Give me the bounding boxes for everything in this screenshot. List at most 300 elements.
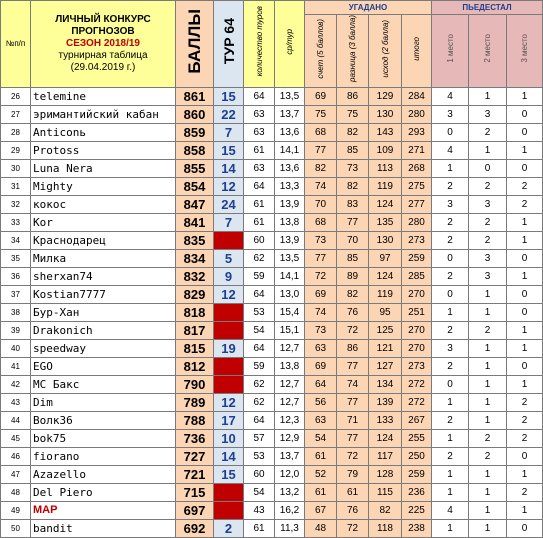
rank-cell: 37 <box>1 285 31 303</box>
round-points-cell: 5 <box>214 249 244 267</box>
average-cell: 15,1 <box>275 321 305 339</box>
rank-cell: 46 <box>1 447 31 465</box>
player-name: Kostian7777 <box>31 285 176 303</box>
goal-diff-cell: 76 <box>337 303 369 321</box>
total-guessed-cell: 268 <box>402 159 432 177</box>
header-score: счет (5 баллов) <box>305 15 337 88</box>
average-cell: 12,0 <box>275 465 305 483</box>
rounds-count-cell: 59 <box>244 357 275 375</box>
goal-diff-cell: 73 <box>337 159 369 177</box>
place1-cell: 1 <box>432 159 469 177</box>
place1-cell: 3 <box>432 339 469 357</box>
total-guessed-cell: 259 <box>402 249 432 267</box>
place1-cell: 3 <box>432 105 469 123</box>
points-cell: 721 <box>176 465 214 483</box>
exact-score-cell: 61 <box>305 483 337 501</box>
rounds-count-cell: 54 <box>244 483 275 501</box>
total-guessed-cell: 270 <box>402 321 432 339</box>
table-row <box>1 321 543 339</box>
place2-cell: 1 <box>469 393 507 411</box>
header-diff: разница (3 балла) <box>337 15 369 88</box>
average-cell: 13,8 <box>275 213 305 231</box>
round-points-cell: 14 <box>214 447 244 465</box>
average-cell: 13,8 <box>275 357 305 375</box>
total-guessed-cell: 272 <box>402 375 432 393</box>
place2-cell: 0 <box>469 159 507 177</box>
page-title <box>31 1 176 88</box>
round-points-cell: 15 <box>214 465 244 483</box>
exact-score-cell: 54 <box>305 429 337 447</box>
player-name: telemine <box>31 87 176 105</box>
points-cell: 854 <box>176 177 214 195</box>
player-name: Dim <box>31 393 176 411</box>
rank-cell: 28 <box>1 123 31 141</box>
place3-cell: 1 <box>507 339 543 357</box>
place1-cell: 0 <box>432 285 469 303</box>
points-cell: 727 <box>176 447 214 465</box>
place3-cell: 0 <box>507 159 543 177</box>
place1-cell: 2 <box>432 213 469 231</box>
season-label: СЕЗОН 2018/19 <box>66 37 140 49</box>
rounds-count-cell: 63 <box>244 123 275 141</box>
goal-diff-cell: 74 <box>337 375 369 393</box>
rank-cell: 31 <box>1 177 31 195</box>
place3-cell: 1 <box>507 231 543 249</box>
outcome-cell: 125 <box>369 321 402 339</box>
player-name: sherxan74 <box>31 267 176 285</box>
round-points-cell: 10 <box>214 429 244 447</box>
place3-cell: 2 <box>507 393 543 411</box>
place1-cell: 3 <box>432 195 469 213</box>
points-cell: 847 <box>176 195 214 213</box>
outcome-cell: 128 <box>369 465 402 483</box>
place1-cell: 2 <box>432 357 469 375</box>
place1-cell: 1 <box>432 519 469 537</box>
place2-cell: 1 <box>469 303 507 321</box>
points-cell: 835 <box>176 231 214 249</box>
place2-cell: 2 <box>469 231 507 249</box>
average-cell: 13,7 <box>275 447 305 465</box>
place1-cell: 4 <box>432 87 469 105</box>
table-row <box>1 465 543 483</box>
place1-cell: 1 <box>432 483 469 501</box>
place2-cell: 2 <box>469 321 507 339</box>
place3-cell: 1 <box>507 267 543 285</box>
round-points-cell <box>214 357 244 375</box>
points-cell: 832 <box>176 267 214 285</box>
rounds-count-cell: 63 <box>244 105 275 123</box>
outcome-cell: 124 <box>369 195 402 213</box>
rounds-count-cell: 63 <box>244 159 275 177</box>
goal-diff-cell: 82 <box>337 177 369 195</box>
table-row <box>1 303 543 321</box>
rank-cell: 48 <box>1 483 31 501</box>
points-cell: 818 <box>176 303 214 321</box>
rank-cell: 44 <box>1 411 31 429</box>
table-row <box>1 393 543 411</box>
goal-diff-cell: 82 <box>337 285 369 303</box>
points-cell: 829 <box>176 285 214 303</box>
place3-cell: 1 <box>507 141 543 159</box>
points-cell: 789 <box>176 393 214 411</box>
place3-cell: 0 <box>507 123 543 141</box>
place2-cell: 1 <box>469 465 507 483</box>
title-line2: ПРОГНОЗОВ <box>71 25 135 37</box>
place1-cell: 2 <box>432 321 469 339</box>
place3-cell: 0 <box>507 357 543 375</box>
table-row <box>1 123 543 141</box>
outcome-cell: 130 <box>369 231 402 249</box>
player-name: fiorano <box>31 447 176 465</box>
exact-score-cell: 73 <box>305 321 337 339</box>
total-guessed-cell: 273 <box>402 231 432 249</box>
round-points-cell: 7 <box>214 123 244 141</box>
table-row <box>1 195 543 213</box>
player-name: МАР <box>31 501 176 519</box>
place2-cell: 3 <box>469 249 507 267</box>
table-row <box>1 249 543 267</box>
place1-cell: 1 <box>432 465 469 483</box>
exact-score-cell: 69 <box>305 357 337 375</box>
exact-score-cell: 61 <box>305 447 337 465</box>
rank-cell: 32 <box>1 195 31 213</box>
table-row <box>1 483 543 501</box>
points-cell: 815 <box>176 339 214 357</box>
header-count: количество туров <box>244 1 275 88</box>
place3-cell: 2 <box>507 483 543 501</box>
exact-score-cell: 77 <box>305 141 337 159</box>
round-points-cell: 24 <box>214 195 244 213</box>
place2-cell: 1 <box>469 375 507 393</box>
place3-cell: 0 <box>507 285 543 303</box>
total-guessed-cell: 251 <box>402 303 432 321</box>
goal-diff-cell: 77 <box>337 357 369 375</box>
rank-cell: 34 <box>1 231 31 249</box>
goal-diff-cell: 85 <box>337 141 369 159</box>
player-name: Милка <box>31 249 176 267</box>
outcome-cell: 130 <box>369 105 402 123</box>
average-cell: 13,3 <box>275 177 305 195</box>
outcome-cell: 117 <box>369 447 402 465</box>
table-row <box>1 375 543 393</box>
player-name: Краснодарец <box>31 231 176 249</box>
player-name: Protoss <box>31 141 176 159</box>
place2-cell: 1 <box>469 87 507 105</box>
round-points-cell: 22 <box>214 105 244 123</box>
exact-score-cell: 73 <box>305 231 337 249</box>
total-guessed-cell: 293 <box>402 123 432 141</box>
outcome-cell: 134 <box>369 375 402 393</box>
points-cell: 855 <box>176 159 214 177</box>
goal-diff-cell: 86 <box>337 339 369 357</box>
exact-score-cell: 64 <box>305 375 337 393</box>
rounds-count-cell: 54 <box>244 321 275 339</box>
place1-cell: 2 <box>432 177 469 195</box>
player-name: Del Piero <box>31 483 176 501</box>
points-cell: 859 <box>176 123 214 141</box>
header-total: итого <box>402 15 432 88</box>
average-cell: 11,3 <box>275 519 305 537</box>
total-guessed-cell: 273 <box>402 357 432 375</box>
place1-cell: 2 <box>432 447 469 465</box>
header-place2: 2 место <box>469 15 507 88</box>
points-cell: 697 <box>176 501 214 519</box>
place1-cell: 2 <box>432 267 469 285</box>
exact-score-cell: 52 <box>305 465 337 483</box>
rank-cell: 41 <box>1 357 31 375</box>
outcome-cell: 143 <box>369 123 402 141</box>
exact-score-cell: 68 <box>305 123 337 141</box>
exact-score-cell: 69 <box>305 285 337 303</box>
outcome-cell: 133 <box>369 411 402 429</box>
rounds-count-cell: 64 <box>244 87 275 105</box>
rounds-count-cell: 64 <box>244 177 275 195</box>
player-name: bandit <box>31 519 176 537</box>
header-outcome: исход (2 балла) <box>369 15 402 88</box>
round-points-cell: 7 <box>214 213 244 231</box>
outcome-cell: 97 <box>369 249 402 267</box>
total-guessed-cell: 255 <box>402 429 432 447</box>
place2-cell: 1 <box>469 519 507 537</box>
outcome-cell: 95 <box>369 303 402 321</box>
place2-cell: 1 <box>469 483 507 501</box>
total-guessed-cell: 275 <box>402 177 432 195</box>
goal-diff-cell: 77 <box>337 429 369 447</box>
table-row <box>1 231 543 249</box>
rank-cell: 26 <box>1 87 31 105</box>
player-name: Волк36 <box>31 411 176 429</box>
average-cell: 12,9 <box>275 429 305 447</box>
rounds-count-cell: 61 <box>244 141 275 159</box>
place2-cell: 2 <box>469 429 507 447</box>
points-cell: 692 <box>176 519 214 537</box>
table-row <box>1 87 543 105</box>
place1-cell: 2 <box>432 411 469 429</box>
table-row <box>1 447 543 465</box>
round-points-cell <box>214 303 244 321</box>
rounds-count-cell: 53 <box>244 303 275 321</box>
table-row <box>1 429 543 447</box>
place3-cell: 0 <box>507 105 543 123</box>
average-cell: 13,9 <box>275 195 305 213</box>
place2-cell: 1 <box>469 339 507 357</box>
points-cell: 812 <box>176 357 214 375</box>
rounds-count-cell: 64 <box>244 339 275 357</box>
goal-diff-cell: 89 <box>337 267 369 285</box>
place2-cell: 1 <box>469 501 507 519</box>
rank-cell: 38 <box>1 303 31 321</box>
total-guessed-cell: 236 <box>402 483 432 501</box>
header-avg: ср/тур <box>275 1 305 88</box>
average-cell: 13,6 <box>275 159 305 177</box>
rounds-count-cell: 59 <box>244 267 275 285</box>
average-cell: 13,9 <box>275 231 305 249</box>
place1-cell: 4 <box>432 141 469 159</box>
header-place3: 3 место <box>507 15 543 88</box>
place2-cell: 1 <box>469 411 507 429</box>
round-points-cell <box>214 375 244 393</box>
rounds-count-cell: 57 <box>244 429 275 447</box>
outcome-cell: 121 <box>369 339 402 357</box>
player-name: bok75 <box>31 429 176 447</box>
average-cell: 12,3 <box>275 411 305 429</box>
round-points-cell: 15 <box>214 87 244 105</box>
round-points-cell: 12 <box>214 285 244 303</box>
total-guessed-cell: 267 <box>402 411 432 429</box>
round-points-cell <box>214 501 244 519</box>
rank-cell: 50 <box>1 519 31 537</box>
average-cell: 12,7 <box>275 339 305 357</box>
points-cell: 715 <box>176 483 214 501</box>
round-points-cell: 9 <box>214 267 244 285</box>
round-points-cell: 12 <box>214 393 244 411</box>
table-date: (29.04.2019 г.) <box>70 61 136 73</box>
header-balls: БАЛЛЫ <box>176 1 214 88</box>
place2-cell: 2 <box>469 447 507 465</box>
rounds-count-cell: 60 <box>244 231 275 249</box>
table-row <box>1 411 543 429</box>
goal-diff-cell: 79 <box>337 465 369 483</box>
outcome-cell: 118 <box>369 519 402 537</box>
exact-score-cell: 48 <box>305 519 337 537</box>
place3-cell: 2 <box>507 177 543 195</box>
round-points-cell: 17 <box>214 411 244 429</box>
average-cell: 13,5 <box>275 87 305 105</box>
round-points-cell: 19 <box>214 339 244 357</box>
exact-score-cell: 72 <box>305 267 337 285</box>
goal-diff-cell: 70 <box>337 231 369 249</box>
header-tur: ТУР 64 <box>214 1 244 88</box>
exact-score-cell: 63 <box>305 411 337 429</box>
outcome-cell: 124 <box>369 429 402 447</box>
place2-cell: 2 <box>469 123 507 141</box>
exact-score-cell: 68 <box>305 213 337 231</box>
round-points-cell: 14 <box>214 159 244 177</box>
header-place1: 1 место <box>432 15 469 88</box>
table-row <box>1 285 543 303</box>
place3-cell: 0 <box>507 447 543 465</box>
place2-cell: 1 <box>469 141 507 159</box>
points-cell: 858 <box>176 141 214 159</box>
place1-cell: 0 <box>432 375 469 393</box>
outcome-cell: 113 <box>369 159 402 177</box>
place2-cell: 2 <box>469 213 507 231</box>
place2-cell: 3 <box>469 195 507 213</box>
rank-cell: 27 <box>1 105 31 123</box>
place3-cell: 1 <box>507 321 543 339</box>
rounds-count-cell: 64 <box>244 285 275 303</box>
rank-cell: 43 <box>1 393 31 411</box>
table-row <box>1 357 543 375</box>
place1-cell: 2 <box>432 231 469 249</box>
points-cell: 841 <box>176 213 214 231</box>
goal-diff-cell: 86 <box>337 87 369 105</box>
round-points-cell <box>214 231 244 249</box>
table-subtitle: турнирная таблица <box>58 49 148 61</box>
place3-cell: 1 <box>507 213 543 231</box>
header-podium: ПЬЕДЕСТАЛ <box>432 1 543 15</box>
rounds-count-cell: 61 <box>244 195 275 213</box>
place3-cell: 2 <box>507 195 543 213</box>
total-guessed-cell: 270 <box>402 339 432 357</box>
rank-cell: 49 <box>1 501 31 519</box>
place3-cell: 1 <box>507 501 543 519</box>
average-cell: 13,5 <box>275 249 305 267</box>
total-guessed-cell: 225 <box>402 501 432 519</box>
exact-score-cell: 75 <box>305 105 337 123</box>
goal-diff-cell: 77 <box>337 213 369 231</box>
exact-score-cell: 69 <box>305 87 337 105</box>
total-guessed-cell: 238 <box>402 519 432 537</box>
total-guessed-cell: 280 <box>402 213 432 231</box>
points-cell: 861 <box>176 87 214 105</box>
exact-score-cell: 67 <box>305 501 337 519</box>
points-cell: 736 <box>176 429 214 447</box>
rank-cell: 30 <box>1 159 31 177</box>
rank-cell: 45 <box>1 429 31 447</box>
player-name: кокос <box>31 195 176 213</box>
average-cell: 13,0 <box>275 285 305 303</box>
goal-diff-cell: 82 <box>337 123 369 141</box>
rounds-count-cell: 62 <box>244 393 275 411</box>
outcome-cell: 82 <box>369 501 402 519</box>
player-name: MC Бакс <box>31 375 176 393</box>
rank-cell: 33 <box>1 213 31 231</box>
place1-cell: 1 <box>432 303 469 321</box>
place3-cell: 0 <box>507 249 543 267</box>
goal-diff-cell: 75 <box>337 105 369 123</box>
exact-score-cell: 77 <box>305 249 337 267</box>
rounds-count-cell: 61 <box>244 519 275 537</box>
total-guessed-cell: 271 <box>402 141 432 159</box>
player-name: эримантийский кабан <box>31 105 176 123</box>
exact-score-cell: 82 <box>305 159 337 177</box>
place1-cell: 0 <box>432 249 469 267</box>
place1-cell: 1 <box>432 393 469 411</box>
rounds-count-cell: 62 <box>244 249 275 267</box>
outcome-cell: 129 <box>369 87 402 105</box>
place2-cell: 2 <box>469 177 507 195</box>
player-name: Drakonich <box>31 321 176 339</box>
average-cell: 13,2 <box>275 483 305 501</box>
average-cell: 14,1 <box>275 141 305 159</box>
goal-diff-cell: 72 <box>337 321 369 339</box>
rank-cell: 29 <box>1 141 31 159</box>
table-row <box>1 519 543 537</box>
total-guessed-cell: 277 <box>402 195 432 213</box>
points-cell: 817 <box>176 321 214 339</box>
outcome-cell: 127 <box>369 357 402 375</box>
header-num: №п/п <box>1 1 31 88</box>
header-guessed: УГАДАНО <box>305 1 432 15</box>
exact-score-cell: 74 <box>305 177 337 195</box>
table-row <box>1 267 543 285</box>
player-name: Бур-Хан <box>31 303 176 321</box>
exact-score-cell: 56 <box>305 393 337 411</box>
outcome-cell: 139 <box>369 393 402 411</box>
points-cell: 790 <box>176 375 214 393</box>
player-name: speedway <box>31 339 176 357</box>
rank-cell: 36 <box>1 267 31 285</box>
total-guessed-cell: 270 <box>402 285 432 303</box>
rounds-count-cell: 61 <box>244 213 275 231</box>
place3-cell: 0 <box>507 303 543 321</box>
points-cell: 860 <box>176 105 214 123</box>
place3-cell: 2 <box>507 429 543 447</box>
goal-diff-cell: 83 <box>337 195 369 213</box>
exact-score-cell: 74 <box>305 303 337 321</box>
player-name: Kor <box>31 213 176 231</box>
